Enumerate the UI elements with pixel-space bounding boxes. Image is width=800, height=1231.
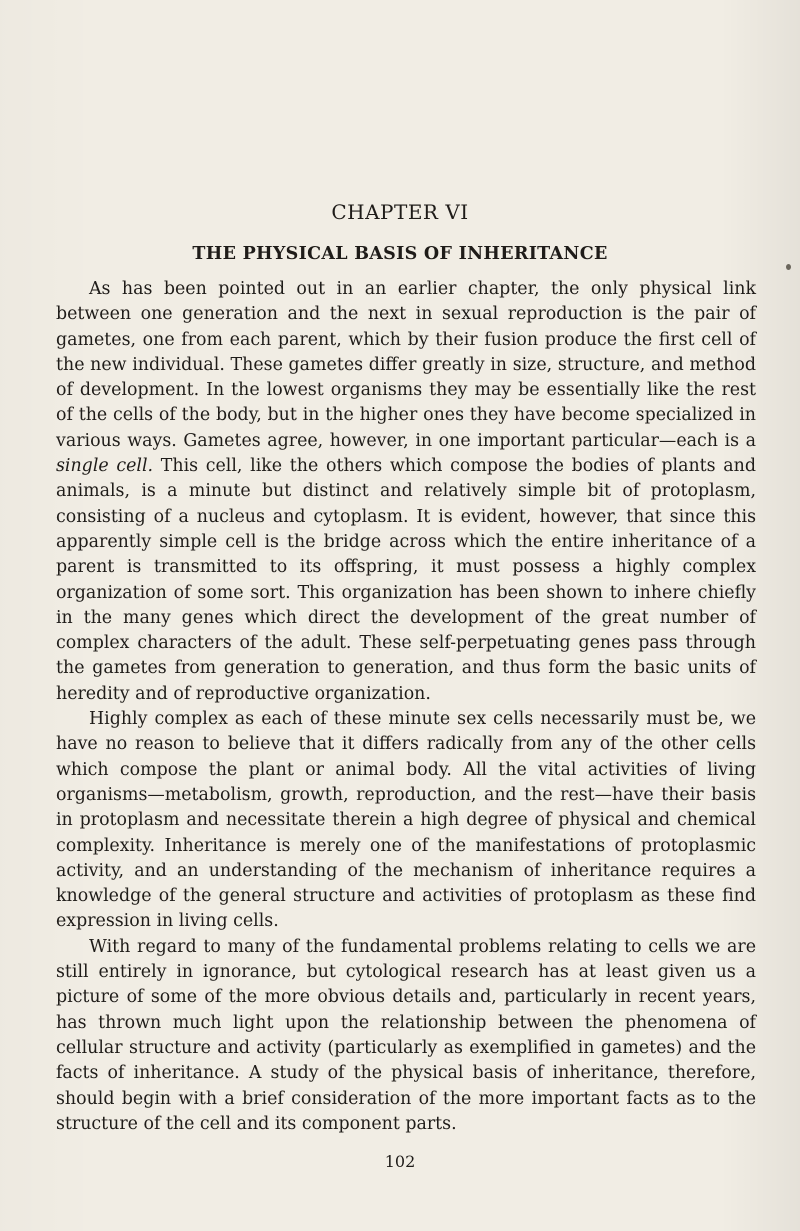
paragraph-3: With regard to many of the fundamental problems relating to cells we are still entirely in ignorance, but cytological research has at least given us a picture of some of the more obvious details and, particularly in recent years, has thrown much light upon the relationship between the phenomena of cellular structure and activity (particularly as exemplified in gametes) and the facts of inheritance. A study of the physical basis of inheritance, therefore, should begin with a brief consideration of the more important facts as to the structure of the cell and its component parts. bbox=[56, 936, 756, 1134]
body-text bbox=[56, 277, 756, 1137]
emphasis-single-cell: single cell. bbox=[56, 456, 154, 477]
page-number: 102 bbox=[384, 1152, 416, 1171]
chapter-title: THE PHYSICAL BASIS OF INHERITANCE bbox=[192, 244, 608, 264]
paragraph-1-text-a: As has been pointed out in an earlier chapter, the only physical link between one generation and the next in sexual reproduction is the pair of gametes, one from each parent, which by their fusion produce the first cell of the new individual. These gametes differ greatly in size, structure, and method of development. In the lowest organisms they may be essentially like the rest of the cells of the body, but in the higher ones they have become specialized in various ways. Gametes agree, however, in one important particular—each is a bbox=[56, 279, 756, 451]
chapter-heading: CHAPTER VI bbox=[331, 200, 469, 224]
paragraph-1 bbox=[56, 277, 756, 707]
margin-dot bbox=[786, 264, 791, 270]
paragraph-2: Highly complex as each of these minute sex cells necessarily must be, we have no reason to believe that it differs radically from any of the other cells which compose the plant or animal body. All the vital activities of living organisms—metabolism, growth, reproduction, and the rest—have their basis in protoplasm and necessitate therein a high degree of physical and chemical complexity. Inheritance is merely one of the manifestations of protoplasmic activity, and an understanding of the mechanism of inheritance requires a knowledge of the general structure and activities of protoplasm as these find expression in living cells. bbox=[56, 709, 756, 932]
paragraph-1-text-b: This cell, like the others which compose the bodies of plants and animals, is a minute but distinct and relatively simple bit of protoplasm, consisting of a nucleus and cytoplasm. It is evident, however, that since this apparently simple cell is the bridge across which the entire inheritance of a parent is transmitted to its offspring, it must possess a highly complex organization of some sort. This organization has been shown to inhere chiefly in the many genes which direct the development of the great number of complex characters of the adult. These self-perpetuating genes pass through the gametes from generation to generation, and thus form the basic units of heredity and of reproductive organization. bbox=[56, 456, 756, 704]
